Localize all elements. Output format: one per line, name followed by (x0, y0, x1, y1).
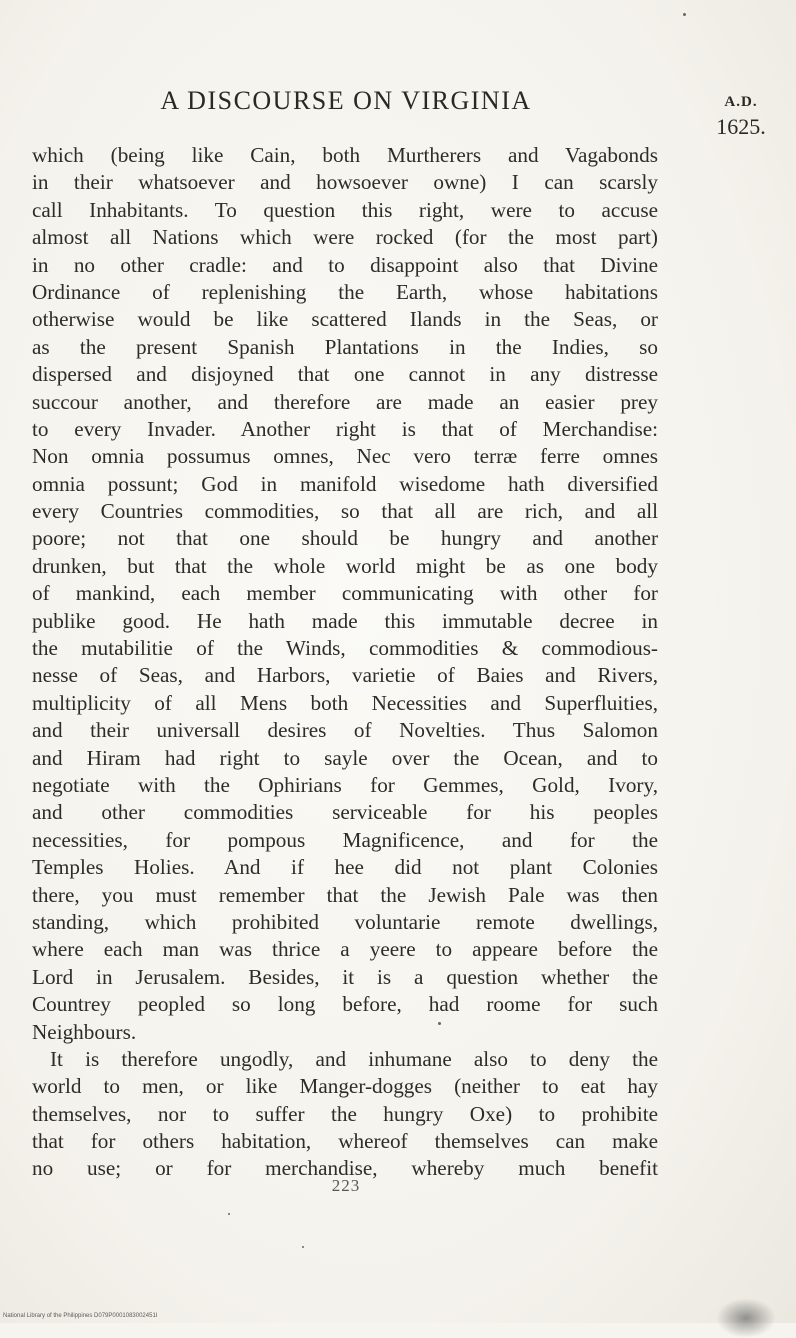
paper-speck (228, 1213, 230, 1215)
margin-era: A.D. (724, 94, 758, 110)
text-line: necessities, for pompous Magnificence, and for the (32, 827, 658, 852)
text-line: there, you must remember that the Jewish Pale was then (32, 882, 658, 907)
text-line: standing, which prohibited voluntarie remote dwellings, (32, 909, 658, 934)
text-line: Temples Holies. And if hee did not plant Colonies (32, 855, 658, 880)
text-line: drunken, but that the whole world might be as one body (32, 553, 658, 578)
text-line: in no other cradle: and to disappoint also that Divine (32, 252, 658, 277)
paper-speck (438, 1022, 441, 1025)
text-line: nesse of Seas, and Harbors, varietie of Baies and Rivers, (32, 663, 658, 688)
text-line: and Hiram had right to sayle over the Ocean, and to (32, 745, 658, 770)
margin-year: 1625. (716, 114, 766, 139)
text-line: in their whatsoever and howsoever owne) I can scarsly (32, 170, 658, 195)
text-line: poore; not that one should be hungry and another (32, 526, 658, 551)
text-line: and their universall desires of Novelties. Thus Salomon (32, 718, 658, 743)
text-line: that for others habitation, whereof themselves can make (32, 1129, 658, 1154)
text-line: Non omnia possumus omnes, Nec vero terræ ferre omnes (32, 444, 658, 469)
paragraph-start-line: It is therefore ungodly, and inhumane also to deny the (50, 1046, 658, 1071)
text-line: themselves, nor to suffer the hungry Oxe) to prohibite (32, 1101, 658, 1126)
text-line: which (being like Cain, both Murtherers and Vagabonds (32, 143, 658, 167)
text-line: omnia possunt; God in manifold wisedome hath diversified (32, 471, 658, 496)
text-line: multiplicity of all Mens both Necessities and Superfluities, (32, 690, 658, 715)
text-line: Countrey peopled so long before, had roome for such (32, 992, 658, 1017)
text-line: publike good. He hath made this immutable decree in (32, 608, 658, 633)
scan-credit: National Library of the Philippines D079P0001083002451I (3, 1313, 158, 1319)
text-line: the mutabilitie of the Winds, commodities & commodious- (32, 636, 658, 661)
text-line: as the present Spanish Plantations in the Indies, so (32, 334, 658, 359)
paper-speck (683, 13, 686, 16)
text-line: Ordinance of replenishing the Earth, whose habitations (32, 279, 658, 304)
text-line: negotiate with the Ophirians for Gemmes, Gold, Ivory, (32, 772, 658, 797)
paper-speck (302, 1246, 304, 1248)
text-line: otherwise would be like scattered Ilands in the Seas, or (32, 307, 658, 332)
text-line: no use; or for merchandise, whereby much benefit (32, 1156, 658, 1181)
body-text (32, 142, 658, 1183)
paragraph-end-line: Neighbours. (32, 1019, 137, 1044)
text-line: dispersed and disjoyned that one cannot in any distresse (32, 362, 658, 387)
running-head: A DISCOURSE ON VIRGINIA (160, 86, 532, 115)
page-corner-shadow (716, 1298, 776, 1338)
text-line: to every Invader. Another right is that of Merchandise: (32, 416, 658, 441)
text-line: call Inhabitants. To question this right, were to accuse (32, 197, 658, 222)
text-line: and other commodities serviceable for his peoples (32, 800, 658, 825)
text-line: succour another, and therefore are made an easier prey (32, 389, 658, 414)
text-line: where each man was thrice a yeere to appeare before the (32, 937, 658, 962)
text-line: Lord in Jerusalem. Besides, it is a question whether the (32, 964, 658, 989)
text-line: of mankind, each member communicating with other for (32, 581, 658, 606)
text-line: every Countries commodities, so that all are rich, and all (32, 499, 658, 524)
text-line: world to men, or like Manger-dogges (neither to eat hay (32, 1074, 658, 1099)
text-line: almost all Nations which were rocked (for the most part) (32, 225, 658, 250)
page-number: 223 (331, 1176, 361, 1195)
